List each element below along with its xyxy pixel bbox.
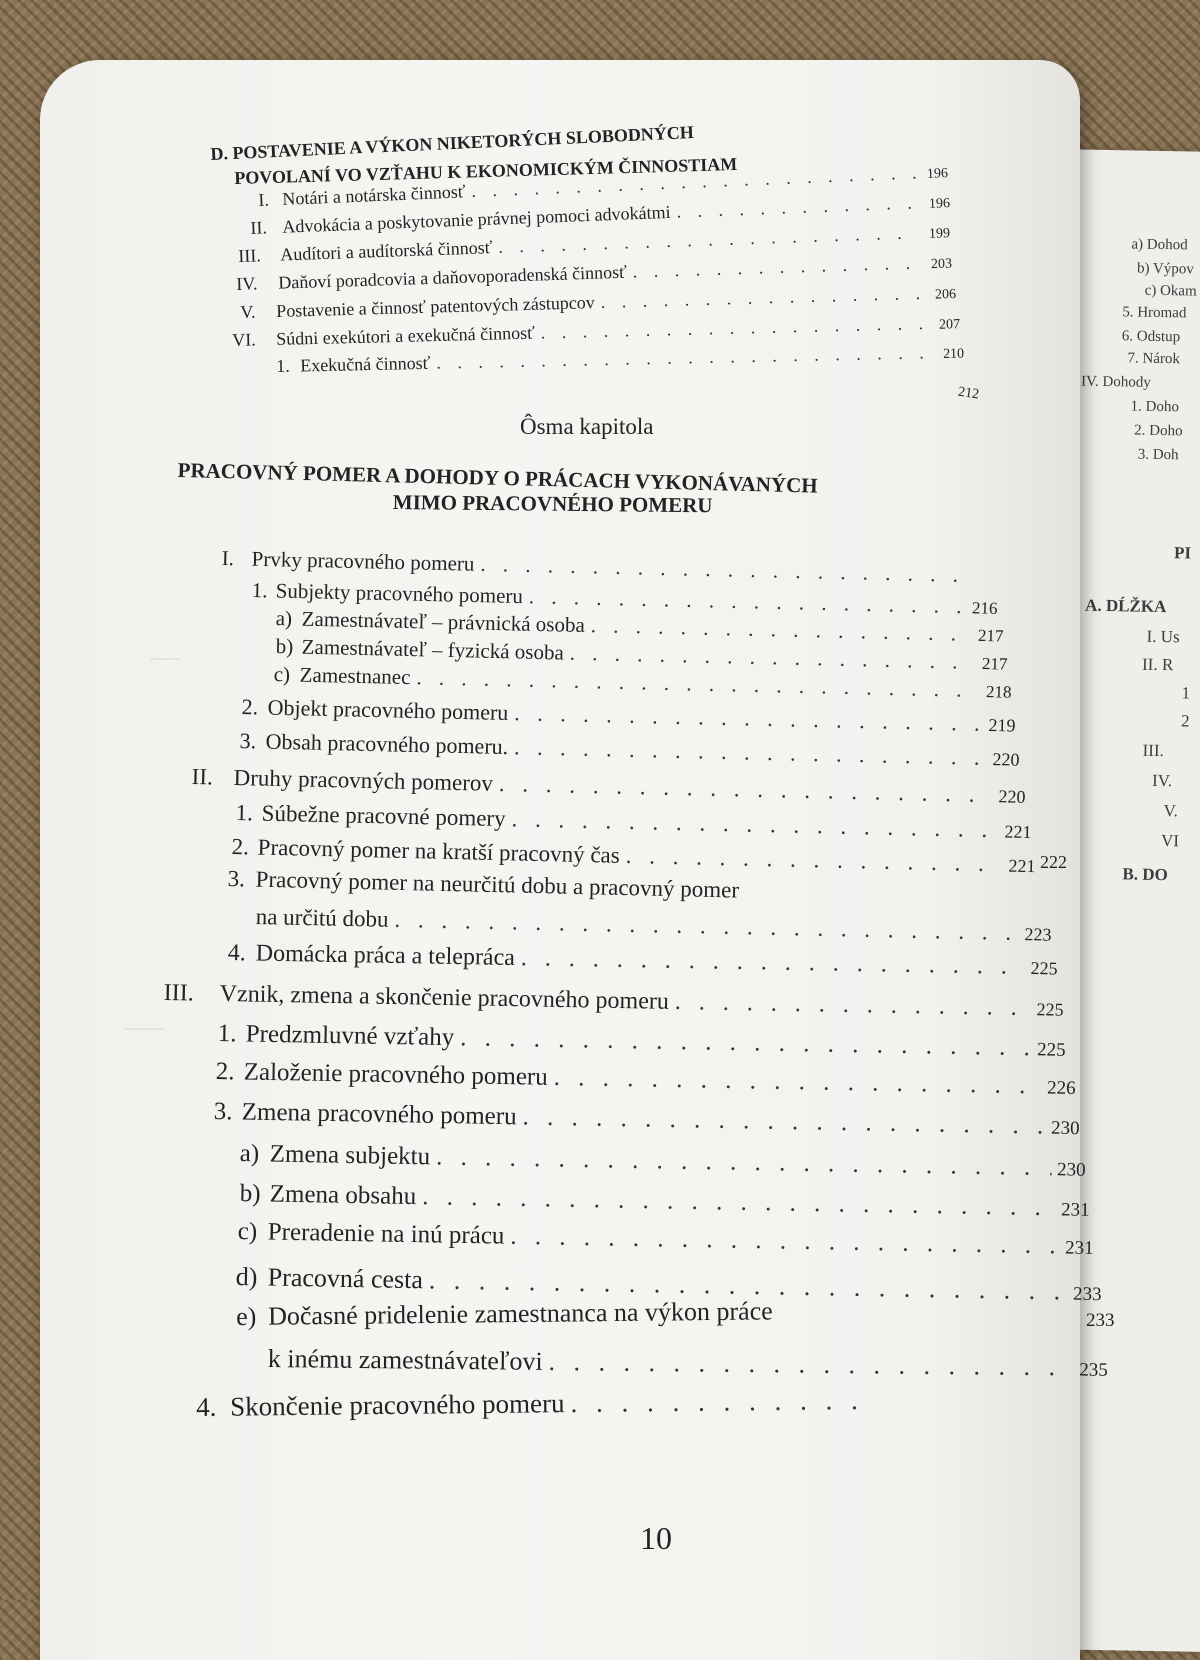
- right-page-fragment: a) Dohod: [1131, 236, 1188, 254]
- toc-entry-page: 216: [971, 598, 997, 619]
- toc-entry-number: 3.: [214, 1098, 242, 1126]
- toc-entry-label: Zamestnanec: [299, 663, 410, 691]
- toc-entry-label: Pracovný pomer na neurčitú dobu a pracovný pomer: [255, 867, 739, 903]
- toc-entry-label: Zmena obsahu: [270, 1181, 417, 1212]
- toc-entry-label: Obsah pracovného pomeru.: [265, 729, 508, 760]
- toc-entry-label: Advokácia a poskytovanie právnej pomoci advokátmi: [282, 202, 671, 238]
- toc-entry-number: b): [275, 634, 302, 660]
- toc-entry-label: Preradenie na inú prácu: [268, 1219, 505, 1251]
- toc-entry-page: 206: [930, 287, 956, 304]
- toc-entry-label: Zmena pracovného pomeru: [242, 1098, 517, 1131]
- right-page-fragment: V.: [1163, 801, 1178, 821]
- toc-entry-page: 231: [1061, 1199, 1090, 1221]
- toc-entry-page: 221: [1004, 821, 1031, 843]
- toc-entry-page: 225: [1037, 1039, 1066, 1061]
- chapter-label: Ôsma kapitola: [520, 414, 654, 440]
- right-page-fragment: PI: [1174, 543, 1191, 563]
- right-page-fragment: B. DO: [1122, 864, 1168, 885]
- right-page-fragment: I. Us: [1146, 627, 1179, 648]
- toc-entry-number: 1.: [276, 355, 300, 376]
- toc-entry-page: 217: [981, 654, 1007, 675]
- toc-entry-number: d): [235, 1262, 268, 1293]
- toc-entry-number: II.: [191, 764, 234, 791]
- toc-entry-number: 3.: [227, 866, 256, 893]
- right-page-fragment: 1: [1181, 683, 1190, 703]
- toc-entry-page: 225: [1030, 958, 1057, 979]
- toc-entry-number: IV.: [236, 273, 279, 295]
- toc-entry-page: 223: [1024, 924, 1051, 946]
- toc-entry-page: 230: [1051, 1118, 1080, 1140]
- toc-entry-page: 199: [924, 226, 951, 243]
- toc-entry-number: 4.: [228, 940, 256, 967]
- toc-entry-label: Postavenie a činnosť patentových zástupcov: [276, 292, 595, 322]
- toc-entry-page: 221: [1008, 856, 1035, 878]
- section-d-title-line2: POVOLANÍ VO VZŤAHU K EKONOMICKÝM ČINNOSTIAM: [234, 154, 738, 189]
- toc-entry-label: Audítori a audítorská činnosť: [280, 237, 493, 265]
- toc-entry-label: Subjekty pracovného pomeru: [275, 579, 523, 610]
- right-page-fragment: 5. Hromad: [1122, 304, 1186, 322]
- toc-entry-label: Súbežne pracovné pomery: [261, 801, 505, 833]
- toc-entry-page: 233: [1073, 1284, 1102, 1306]
- right-page-fragment: VI: [1161, 831, 1179, 851]
- toc-entry-page: 210: [938, 347, 964, 364]
- toc-entry-number: III.: [164, 980, 220, 1008]
- toc-entry-number: II.: [250, 217, 283, 239]
- right-page-fragment: IV.: [1152, 771, 1172, 791]
- toc-entry-label: Súdni exekútori a exekučná činnosť: [276, 323, 535, 350]
- right-page-fragment: IV. Dohody: [1081, 374, 1151, 392]
- toc-entry-label: Predzmluvné vzťahy: [246, 1020, 455, 1052]
- toc-entry-page: 196: [924, 196, 951, 213]
- toc-entry-page: 220: [998, 786, 1025, 808]
- toc-entry-number: c): [273, 662, 300, 688]
- right-page-fragment: b) Výpov: [1137, 261, 1194, 279]
- toc-entry-number: c): [238, 1218, 268, 1247]
- toc-entry-number: a): [275, 606, 302, 632]
- toc-entry-label: Daňoví poradcovia a daňovoporadenská činnosť: [278, 262, 627, 294]
- toc-entry-number: 2.: [216, 1058, 244, 1086]
- toc-entry-label: Zamestnávateľ – právnická osoba: [301, 607, 585, 638]
- toc-entry-label: Vznik, zmena a skončenie pracovného pomeru: [220, 981, 670, 1016]
- right-page-fragment: 2. Doho: [1134, 423, 1183, 441]
- toc-entry-page: 226: [1047, 1078, 1076, 1100]
- toc-entry-page: 225: [1036, 999, 1063, 1020]
- bleed-through-mark: [150, 640, 180, 660]
- toc-entry-number: e): [236, 1302, 268, 1332]
- toc-entry-label: Exekučná činnosť: [300, 353, 431, 377]
- toc-leader-dots: [548, 1347, 1073, 1382]
- toc-entry-number: 2.: [241, 694, 268, 721]
- right-page-fragment: A. DĹŽKA: [1085, 596, 1167, 617]
- toc-entry: [236, 1296, 773, 1332]
- toc-entry-number: 4.: [196, 1392, 230, 1423]
- right-page-fragment: c) Okam: [1144, 283, 1196, 301]
- bleed-through-mark: [125, 1010, 165, 1030]
- toc-entry-page: 235: [1079, 1359, 1108, 1381]
- toc-entry-label: Dočasné pridelenie zamestnanca na výkon práce: [268, 1296, 773, 1330]
- right-page-fragment: 3. Doh: [1138, 447, 1179, 465]
- toc-entry-number: I.: [258, 189, 283, 211]
- toc-trailing-page: 212: [957, 385, 980, 404]
- toc-entry-label: Zmena subjektu: [270, 1141, 431, 1172]
- toc-entry-label: Skončenie pracovného pomeru: [230, 1388, 565, 1422]
- toc-entry-page: 233: [1086, 1310, 1115, 1332]
- right-page-fragment: 6. Odstup: [1122, 328, 1181, 346]
- toc-entry-label: k inému zamestnávateľovi: [268, 1344, 543, 1377]
- toc-entry-number: 1.: [235, 800, 262, 827]
- toc-entry-number: a): [240, 1140, 270, 1169]
- toc-entry-number: III.: [238, 245, 281, 267]
- toc-entry-number: I.: [221, 546, 252, 572]
- toc-entry-number: V.: [240, 301, 277, 323]
- toc-entry-number: VI.: [232, 329, 276, 351]
- toc-entry-number: b): [240, 1180, 270, 1209]
- toc-entry-label: Notári a notárska činnosť: [282, 181, 466, 210]
- toc-entry-page: 219: [988, 715, 1015, 737]
- toc-entry-number: 1.: [251, 578, 276, 604]
- toc-entry-page: 231: [1065, 1237, 1094, 1259]
- page-number: 10: [640, 1520, 672, 1557]
- toc-entry-page: [965, 582, 991, 583]
- toc-entry-page: 222: [1040, 852, 1067, 873]
- toc-entry-page: 207: [934, 317, 960, 334]
- toc-entry-label: Pracovný pomer na kratší pracovný čas: [257, 835, 620, 869]
- toc-entry-label: Zamestnávateľ – fyzická osoba: [301, 635, 564, 666]
- toc-leader-dots: [570, 1385, 864, 1419]
- toc-entry-label: Objekt pracovného pomeru: [267, 695, 508, 726]
- toc-entry-page: 217: [977, 626, 1003, 647]
- section-d-title-line1: D. POSTAVENIE A VÝKON NIKETORÝCH SLOBODNÝCH: [210, 122, 694, 165]
- chapter-title-line2: MIMO PRACOVNÉHO POMERU: [393, 490, 713, 518]
- toc-entry-page: 230: [1057, 1159, 1086, 1181]
- chapter-title-line1: PRACOVNÝ POMER A DOHODY O PRÁCACH VYKONÁVANÝCH: [177, 458, 818, 499]
- toc-entry-label: Založenie pracovného pomeru: [244, 1058, 548, 1091]
- right-page-fragment: 1. Doho: [1130, 398, 1179, 416]
- toc-entry-label: Prvky pracovného pomeru: [251, 547, 474, 577]
- toc-entry-label: Domácka práca a telepráca: [256, 940, 516, 972]
- right-page-fragment: II. R: [1142, 655, 1174, 676]
- right-page-fragment: 2: [1181, 711, 1190, 731]
- toc-entry-label: Druhy pracovných pomerov: [233, 765, 493, 797]
- toc-entry-number: 2.: [231, 834, 258, 861]
- toc-entry-page: 196: [922, 166, 949, 183]
- right-page-fragment: III.: [1142, 741, 1164, 761]
- toc-entry-number: 1.: [218, 1020, 246, 1048]
- toc-entry-page: 220: [992, 749, 1019, 771]
- right-page-fragment: 7. Nárok: [1127, 350, 1180, 368]
- toc-entry-label: Pracovná cesta: [267, 1263, 423, 1296]
- toc-entry-page: 203: [926, 257, 952, 274]
- toc-entry-number: 3.: [239, 728, 266, 755]
- toc-entry-page: 218: [985, 682, 1011, 703]
- toc-entry-label: na určitú dobu: [255, 904, 388, 933]
